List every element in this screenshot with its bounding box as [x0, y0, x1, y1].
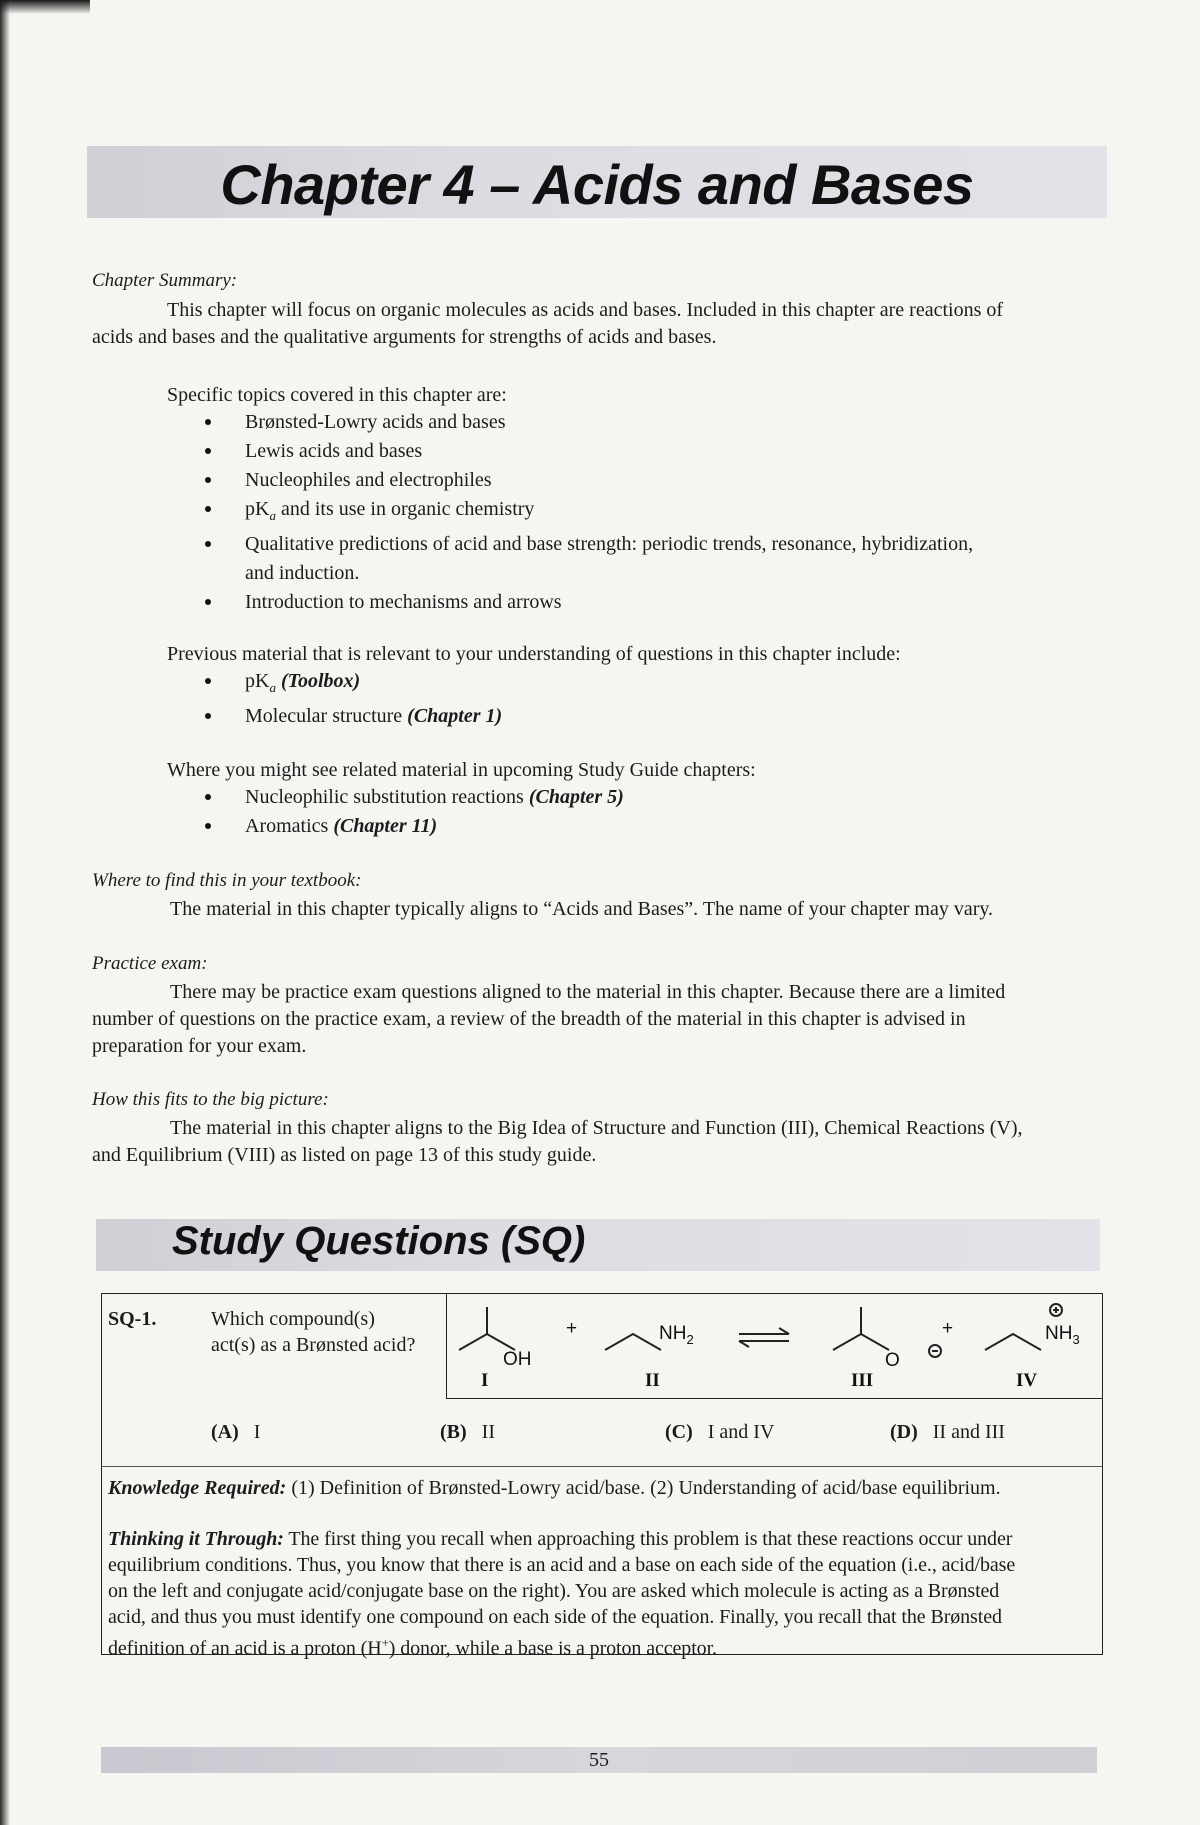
compound-iv-skeleton	[985, 1334, 1041, 1350]
page-number: 55	[589, 1749, 609, 1771]
summary-line2: acids and bases and the qualitative arguments for strengths of acids and bases.	[92, 326, 717, 348]
study-questions-banner	[96, 1219, 1100, 1271]
list-item: Qualitative predictions of acid and base strength: periodic trends, resonance, hybridization, and induction.	[205, 530, 1085, 588]
practice-line2: number of questions on the practice exam, a review of the breadth of the material in this chapter is advised in	[92, 1008, 966, 1030]
reaction-scheme	[447, 1294, 1103, 1398]
compound-ii-skeleton	[605, 1334, 661, 1350]
previous-list	[205, 667, 1085, 731]
nh3-label: $NH_3$	[1045, 1323, 1080, 1347]
choice-d[interactable]: (D) II and III	[890, 1421, 1005, 1443]
topics-intro: Specific topics covered in this chapter are:	[167, 384, 507, 406]
list-item: Nucleophiles and electrophiles	[205, 466, 1085, 495]
study-questions-title: Study Questions (SQ)	[172, 1219, 586, 1263]
topics-list	[205, 408, 1085, 617]
knowledge-required: Knowledge Required: (1) Definition of Brønsted-Lowry acid/base. (2) Understanding of acid/base equilibrium.	[108, 1477, 1001, 1499]
thinking-through: Thinking it Through: The first thing you recall when approaching this problem is that these reactions occur under equilibrium conditions. Thus, you know that there is an acid and a base on each side of the equation (i.e., acid/base on the left and conjugate acid/conjugate base on the right). You are asked which molecule is acting as a Brønsted acid, and thus you must identify one compound on each side of the equation. Finally, you recall that the Brønsted definition of an acid is a proton (H+) donor, while a base is a proton acceptor.	[108, 1528, 1016, 1660]
previous-intro: Previous material that is relevant to your understanding of questions in this chapter include:	[167, 643, 901, 665]
practice-line1: There may be practice exam questions aligned to the material in this chapter. Because there are a limited	[170, 981, 1006, 1003]
page-corner-shadow	[0, 0, 90, 14]
plus-sign: +	[566, 1318, 578, 1339]
compound-label-ii: II	[645, 1370, 660, 1391]
question-prompt-line1: Which compound(s)	[211, 1308, 375, 1330]
textbook-text: The material in this chapter typically aligns to “Acids and Bases”. The name of your chapter may vary.	[170, 898, 994, 920]
page-edge-shadow	[0, 0, 10, 1825]
upcoming-list	[205, 783, 1085, 841]
o-minus-label: O	[885, 1350, 900, 1371]
plus-sign: +	[942, 1318, 954, 1339]
oh-label: OH	[503, 1349, 532, 1370]
bigpicture-line1: The material in this chapter aligns to the Big Idea of Structure and Function (III), Chemical Reactions (V),	[170, 1117, 1023, 1139]
choice-b[interactable]: (B) II	[440, 1421, 495, 1443]
compound-label-iii: III	[851, 1370, 874, 1391]
list-item: Aromatics (Chapter 11)	[205, 812, 1085, 841]
reaction-box	[446, 1294, 1103, 1399]
summary-line1: This chapter will focus on organic molecules as acids and bases. Included in this chapter are reactions of	[167, 299, 1004, 321]
divider	[102, 1466, 1102, 1467]
chapter-banner	[87, 146, 1107, 218]
upcoming-intro: Where you might see related material in upcoming Study Guide chapters:	[167, 759, 756, 781]
nh2-label: $NH_2$	[659, 1323, 694, 1347]
bigpicture-label: How this fits to the big picture:	[92, 1089, 329, 1110]
list-item: $pK_a$ and its use in organic chemistry	[205, 495, 1085, 530]
practice-label: Practice exam:	[92, 953, 208, 974]
list-item: Nucleophilic substitution reactions (Chapter 5)	[205, 783, 1085, 812]
practice-line3: preparation for your exam.	[92, 1035, 307, 1057]
footer-banner	[101, 1747, 1097, 1773]
question-number: SQ-1.	[108, 1308, 157, 1330]
list-item: Molecular structure (Chapter 1)	[205, 702, 1085, 731]
list-item: Lewis acids and bases	[205, 437, 1085, 466]
compound-i-skeleton	[459, 1334, 515, 1350]
bigpicture-line2: and Equilibrium (VIII) as listed on page 13 of this study guide.	[92, 1144, 597, 1166]
compound-iii-skeleton	[833, 1334, 889, 1350]
choice-c[interactable]: (C) I and IV	[665, 1421, 775, 1443]
compound-label-i: I	[481, 1370, 489, 1391]
question-prompt-line2: act(s) as a Brønsted acid?	[211, 1334, 416, 1356]
list-item: Brønsted-Lowry acids and bases	[205, 408, 1085, 437]
question-box	[101, 1293, 1103, 1660]
list-item: Introduction to mechanisms and arrows	[205, 588, 1085, 617]
textbook-label: Where to find this in your textbook:	[92, 870, 362, 891]
list-item: $pK_a$ (Toolbox)	[205, 667, 1085, 702]
compound-label-iv: IV	[1016, 1370, 1038, 1391]
chapter-title: Chapter 4 – Acids and Bases	[220, 153, 974, 216]
summary-label: Chapter Summary:	[92, 270, 238, 291]
choice-a[interactable]: (A) I	[211, 1421, 261, 1443]
